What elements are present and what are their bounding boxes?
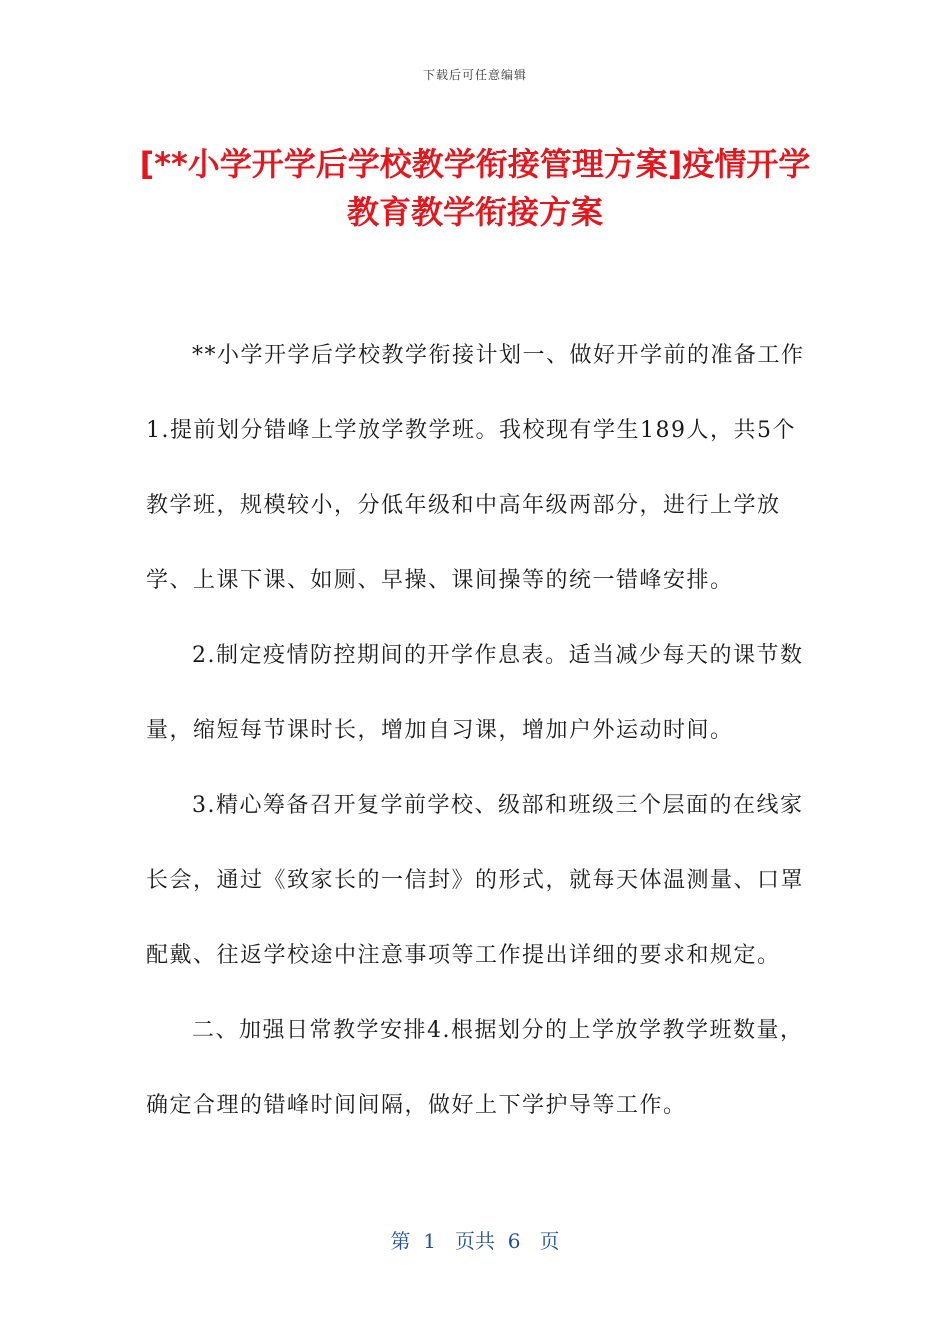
document-title: [**小学开学后学校教学衔接管理方案]疫情开学教育教学衔接方案 bbox=[139, 145, 811, 231]
paragraph: 2.制定疫情防控期间的开学作息表。适当减少每天的课节数量，缩短每节课时长，增加自习课，增加户外运动时间。 bbox=[146, 643, 804, 743]
paragraph: **小学开学后学校教学衔接计划一、做好开学前的准备工作1.提前划分错峰上学放学教学班。我校现有学生189人，共5个教学班，规模较小，分低年级和中高年级两部分，进行上学放学、上课下课、如厕、早操、课间操等的统一错峰安排。 bbox=[146, 343, 805, 593]
paragraph: 二、加强日常教学安排4.根据划分的上学放学教学班数量，确定合理的错峰时间间隔，做好上下学护导等工作。 bbox=[146, 1018, 804, 1118]
paragraph: 3.精心筹备召开复学前学校、级部和班级三个层面的在线家长会，通过《致家长的一信封》的形式，就每天体温测量、口罩配戴、往返学校途中注意事项等工作提出详细的要求和规定。 bbox=[146, 793, 805, 968]
header-note: 下载后可任意编辑 bbox=[422, 68, 527, 82]
page-number-footer: 第 1 页共 6 页 bbox=[390, 1229, 560, 1253]
document-body bbox=[146, 318, 806, 1143]
